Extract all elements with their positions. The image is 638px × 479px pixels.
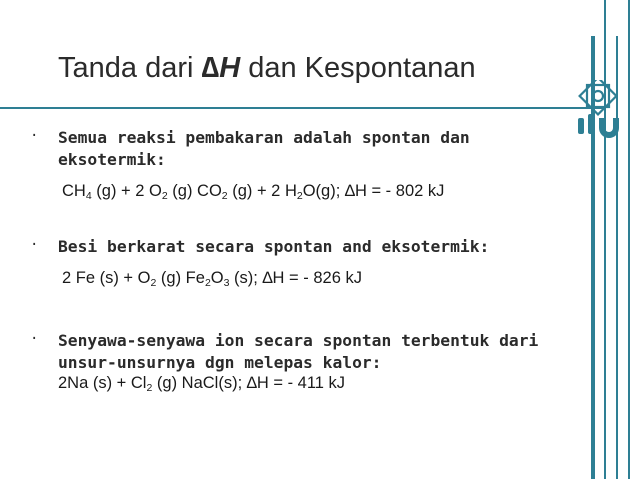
bullet-marker: ·: [30, 237, 39, 253]
decor-bar: [604, 0, 606, 479]
equation-1: $CH_4$ (g) + 2 $O_2$ (g) $CO_2$ (g) + 2 $H_2O(g)$; ∆H = - 802 kJ: [62, 182, 445, 202]
bullet-1-line-2: eksotermik:: [58, 150, 166, 169]
bullet-marker: ·: [30, 331, 39, 347]
title-suffix: dan Kespontanan: [240, 52, 476, 84]
bullet-1-line-1: Semua reaksi pembakaran adalah spontan dan: [58, 128, 470, 147]
bullet-3-line-2: unsur-unsurnya dgn melepas kalor:: [58, 353, 382, 372]
decor-bar: [628, 0, 630, 479]
equation-3: 2Na $(s) + Cl_2$ (g) NaCl(s); ∆H = - 411 kJ: [58, 374, 346, 394]
bullet-3-text: [58, 330, 538, 374]
slide-title: [58, 52, 476, 85]
bullet-3-line-1: Senyawa-senyawa ion secara spontan terbentuk dari: [58, 331, 539, 350]
bullet-2-line-1: Besi berkarat secara spontan and eksotermik:: [58, 237, 490, 256]
uin-logo-icon: [575, 80, 623, 138]
title-prefix: Tanda dari: [58, 52, 202, 84]
bullet-2-text: [58, 236, 489, 258]
bullet-1-text: [58, 127, 470, 171]
bullet-marker: ·: [30, 128, 39, 144]
title-delta-h: ∆H: [201, 52, 241, 84]
equation-2: 2 Fe $(s) + O_2$ (g) $Fe_2O_3$ (s); ∆H = - 826 kJ: [62, 269, 362, 289]
title-divider: [0, 107, 604, 109]
